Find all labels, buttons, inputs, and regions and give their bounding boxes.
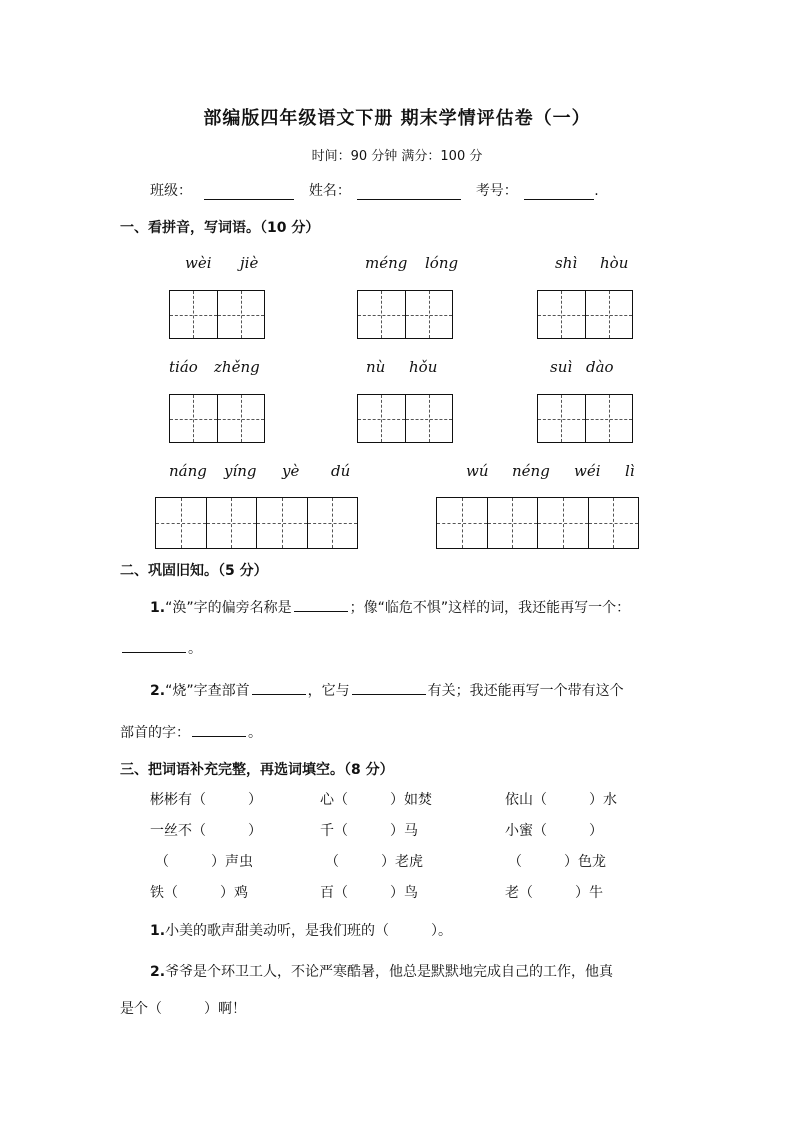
answer-blank[interactable] xyxy=(122,638,186,653)
idiom-item[interactable]: 彬彬有（ ） xyxy=(150,792,262,808)
idiom-item[interactable]: 依山（ ）水 xyxy=(505,792,617,808)
writing-grid-4[interactable] xyxy=(169,394,265,443)
idiom-item[interactable]: 一丝不（ ） xyxy=(150,823,262,839)
pinyin-3b: hòu xyxy=(600,254,629,272)
pinyin-7b: yíng xyxy=(224,462,257,480)
idiom-item[interactable]: 老（ ）牛 xyxy=(505,885,603,901)
page-title: 部编版四年级语文下册 期末学情评估卷（一） xyxy=(203,108,591,129)
question-2-1-cont: 。 xyxy=(120,638,202,658)
pinyin-8c: wéi xyxy=(574,462,601,480)
name-field[interactable] xyxy=(357,185,461,200)
writing-grid-5[interactable] xyxy=(357,394,453,443)
exam-time-score: 时间：90 分钟 满分：100 分 xyxy=(311,149,483,164)
pinyin-5b: hǒu xyxy=(409,358,438,376)
question-2-1: 1.“涣”字的偏旁名称是 ；像“临危不惧”这样的词，我还能再写一个： xyxy=(150,597,630,617)
pinyin-7d: dú xyxy=(331,462,351,480)
pinyin-4b: zhěng xyxy=(214,358,260,376)
section-3-heading: 三、把词语补充完整，再选词填空。（8 分） xyxy=(120,762,394,778)
pinyin-2b: lóng xyxy=(425,254,459,272)
writing-grid-3[interactable] xyxy=(537,290,633,339)
writing-grid-1[interactable] xyxy=(169,290,265,339)
pinyin-2a: méng xyxy=(365,254,408,272)
class-label: 班级： xyxy=(150,183,192,199)
idiom-item[interactable]: 小蜜（ ） xyxy=(505,823,603,839)
idiom-item[interactable]: 铁（ ）鸡 xyxy=(150,885,248,901)
answer-blank[interactable] xyxy=(252,680,306,695)
pinyin-3a: shì xyxy=(555,254,578,272)
writing-grid-8[interactable] xyxy=(436,497,639,549)
name-label: 姓名： xyxy=(308,183,351,199)
pinyin-7a: náng xyxy=(169,462,207,480)
pinyin-4a: tiáo xyxy=(169,358,198,376)
writing-grid-6[interactable] xyxy=(537,394,633,443)
pinyin-6b: dào xyxy=(586,358,614,376)
pinyin-6a: suì xyxy=(550,358,573,376)
question-3-2-cont: 是个（ ）啊！ xyxy=(120,1001,246,1017)
question-3-1: 1.小美的歌声甜美动听，是我们班的（ ）。 xyxy=(150,923,453,939)
idiom-item[interactable]: （ ）声虫 xyxy=(155,854,253,870)
pinyin-5a: nù xyxy=(366,358,386,376)
pinyin-7c: yè xyxy=(282,462,300,480)
exam-no-field[interactable] xyxy=(524,185,594,200)
idiom-item[interactable]: （ ）老虎 xyxy=(325,854,423,870)
idiom-item[interactable]: 百（ ）鸟 xyxy=(320,885,418,901)
pinyin-8b: néng xyxy=(512,462,550,480)
pinyin-8d: lì xyxy=(625,462,635,480)
pinyin-8a: wú xyxy=(466,462,489,480)
pinyin-1a: wèi xyxy=(185,254,212,272)
idiom-item[interactable]: （ ）色龙 xyxy=(508,854,606,870)
question-3-2: 2.爷爷是个环卫工人，不论严寒酷暑，他总是默默地完成自己的工作，他真 xyxy=(150,964,614,980)
writing-grid-7[interactable] xyxy=(155,497,358,549)
info-end: . xyxy=(594,183,599,199)
class-field[interactable] xyxy=(204,185,294,200)
section-1-heading: 一、看拼音，写词语。（10 分） xyxy=(120,220,320,236)
writing-grid-2[interactable] xyxy=(357,290,453,339)
idiom-item[interactable]: 千（ ）马 xyxy=(320,823,418,839)
answer-blank[interactable] xyxy=(352,680,426,695)
idiom-item[interactable]: 心（ ）如焚 xyxy=(320,792,432,808)
exam-no-label: 考号： xyxy=(475,183,518,199)
answer-blank[interactable] xyxy=(294,597,348,612)
question-2-2: 2.“烧”字查部首 ，它与 有关；我还能再写一个带有这个 xyxy=(150,680,624,700)
answer-blank[interactable] xyxy=(192,722,246,737)
section-2-heading: 二、巩固旧知。（5 分） xyxy=(120,563,268,579)
question-2-2-cont: 部首的字： 。 xyxy=(120,722,262,742)
student-info-row xyxy=(150,180,599,200)
pinyin-1b: jiè xyxy=(240,254,259,272)
